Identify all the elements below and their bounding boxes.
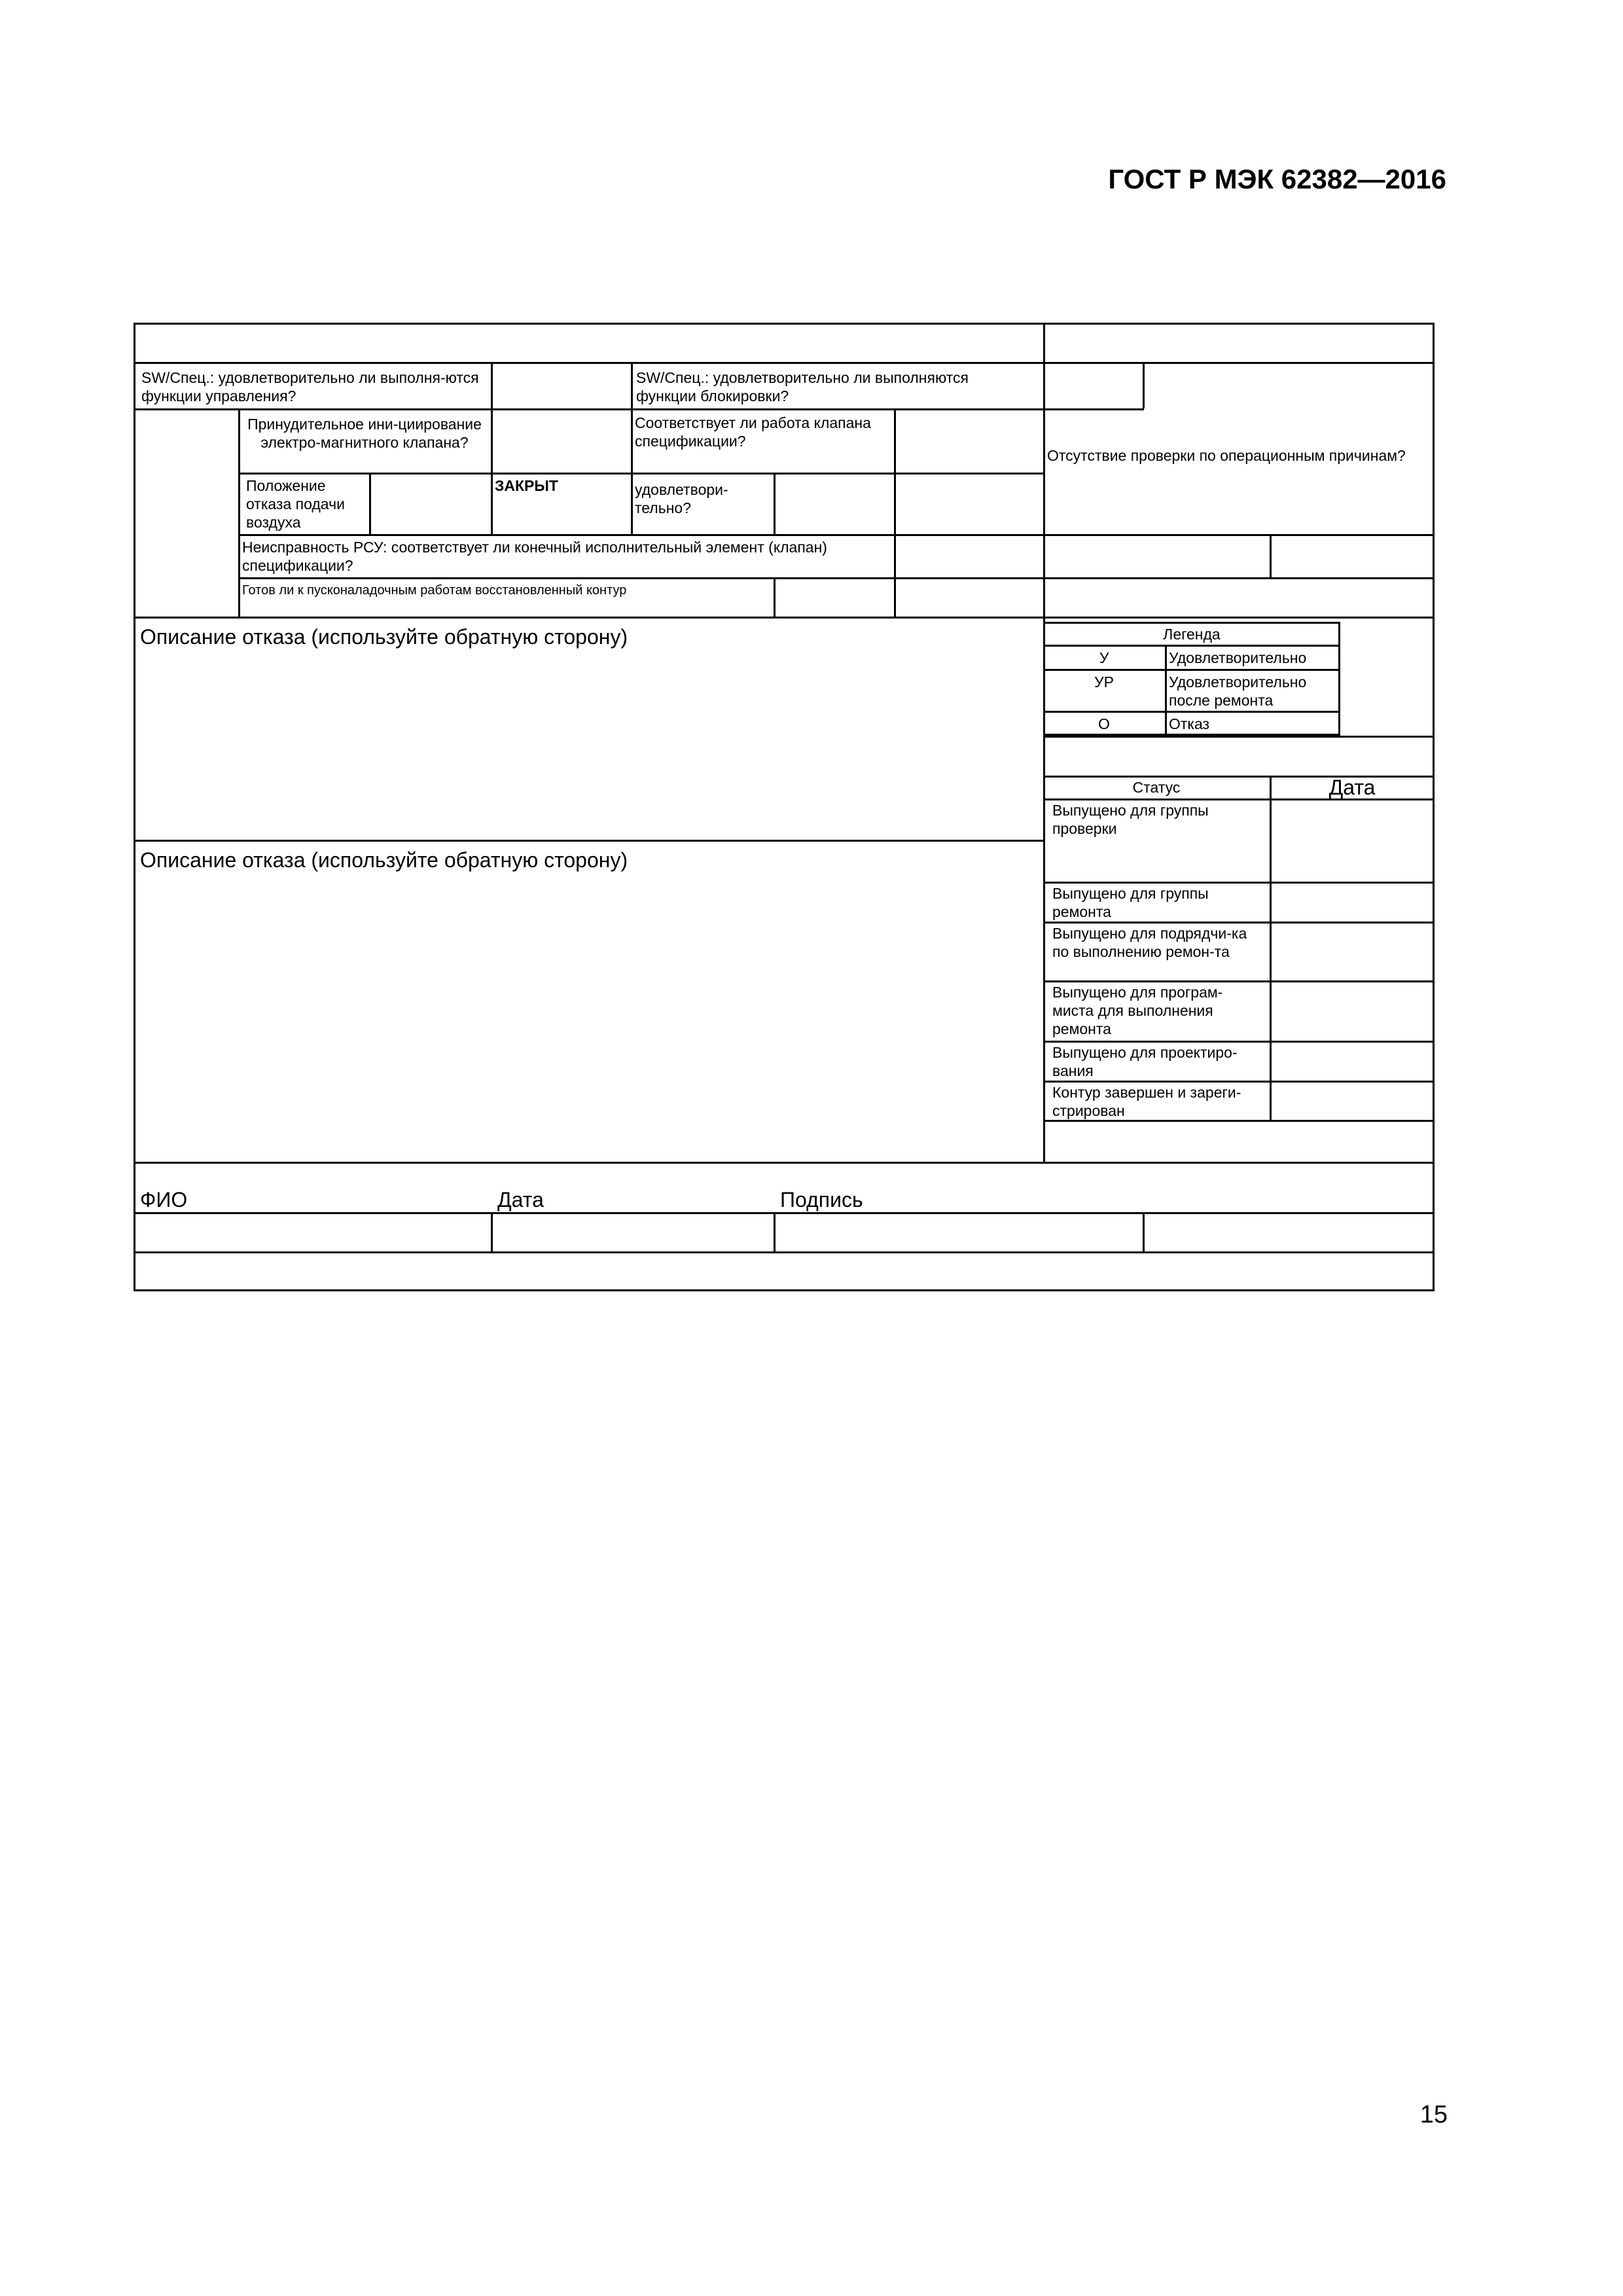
legend-code: УР	[1094, 673, 1114, 691]
legend-meaning: Отказ	[1169, 715, 1210, 732]
fio-label: ФИО	[140, 1188, 188, 1211]
failure-description-label-2: Описание отказа (используйте обратную сторону)	[140, 848, 628, 872]
legend-meaning: Удовлетворительно после ремонта	[1169, 673, 1307, 709]
rule	[491, 408, 493, 534]
status-row: Контур завершен и зареги-стрирован	[1052, 1084, 1241, 1119]
sw-interlock-question: SW/Спец.: удовлетворительно ли выполняются функции блокировки?	[636, 369, 969, 404]
legend-meaning: Удовлетворительно	[1169, 649, 1307, 666]
rule	[1143, 362, 1145, 408]
rule	[1043, 980, 1435, 982]
standard-header: ГОСТ Р МЭК 62382—2016	[1108, 164, 1446, 194]
ready-question: Готов ли к пусконаладочным работам восстановленный контур	[242, 583, 627, 598]
closed-value: ЗАКРЫТ	[495, 477, 558, 494]
rule	[134, 840, 1043, 842]
status-row: Выпущено для проектиро-вания	[1052, 1044, 1238, 1079]
rule	[1270, 534, 1272, 577]
status-row: Выпущено для группы проверки	[1052, 802, 1209, 837]
valve-spec-question: Соответствует ли работа клапана спецификации?	[635, 414, 871, 450]
status-row: Выпущено для програм-миста для выполнения ремонта	[1052, 984, 1223, 1037]
rule	[238, 534, 1043, 536]
status-row: Выпущено для подрядчи-ка по выполнению ремон-та	[1052, 925, 1247, 960]
rule	[369, 473, 371, 534]
rule	[1043, 882, 1435, 884]
rule	[774, 1212, 776, 1253]
rule	[774, 577, 776, 617]
rule	[134, 1212, 1435, 1214]
rule	[1043, 922, 1435, 924]
legend-code: У	[1099, 649, 1109, 666]
failure-position-label: Положение отказа подачи воздуха	[246, 477, 345, 531]
rule	[238, 408, 240, 617]
signature-label: Подпись	[780, 1188, 863, 1211]
rule	[1043, 1041, 1435, 1043]
rule	[1043, 669, 1340, 671]
rule	[1043, 1120, 1435, 1122]
failure-description-label: Описание отказа (используйте обратную сторону)	[140, 625, 628, 649]
rule	[1043, 736, 1435, 738]
date-column-header: Дата	[1329, 776, 1376, 799]
rule	[631, 362, 633, 408]
rule	[894, 408, 896, 617]
status-column-header: Статус	[1132, 779, 1181, 796]
rule	[1165, 645, 1167, 736]
rule	[1043, 798, 1435, 800]
rule	[1043, 645, 1340, 647]
rule	[238, 577, 1043, 579]
rule	[1043, 1081, 1435, 1083]
date-label: Дата	[497, 1188, 544, 1211]
rule	[1270, 776, 1272, 1120]
rule	[774, 473, 776, 534]
dcs-fault-question: Неисправность РСУ: соответствует ли конечный исполнительный элемент (клапан) спецификации?	[242, 539, 827, 574]
satisfactory-question: удовлетвори-тельно?	[635, 481, 728, 516]
rule	[631, 408, 633, 534]
rule	[491, 1212, 493, 1253]
rule	[134, 617, 1435, 619]
rule	[1043, 577, 1435, 579]
rule	[1043, 534, 1435, 536]
rule	[134, 1162, 1435, 1164]
rule	[491, 362, 493, 408]
rule	[134, 1251, 1435, 1253]
rule	[134, 362, 1435, 364]
column-divider	[1043, 323, 1045, 1162]
sw-control-question: SW/Спец.: удовлетворительно ли выполня-ются функции управления?	[141, 369, 479, 404]
page-number: 15	[1419, 2101, 1448, 2128]
legend-title: Легенда	[1163, 626, 1221, 643]
rule	[238, 473, 1043, 475]
status-row: Выпущено для группы ремонта	[1052, 885, 1209, 920]
forced-initiation-question: Принудительное ини-циирование электро-магнитного клапана?	[247, 416, 482, 451]
rule	[134, 408, 1144, 410]
rule	[1143, 1212, 1145, 1253]
no-check-question: Отсутствие проверки по операционным причинам?	[1047, 447, 1406, 464]
rule	[1043, 711, 1340, 713]
legend-code: О	[1098, 715, 1110, 732]
